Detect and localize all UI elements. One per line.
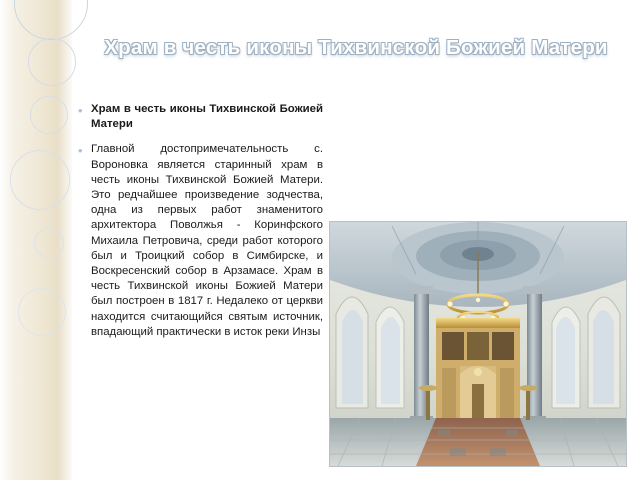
church-interior-photo [330, 222, 626, 466]
slide-title: Храм в честь иконы Тихвинской Божией Матери [104, 36, 608, 59]
slide-body-text [78, 102, 323, 350]
decorative-circle-icon [30, 96, 68, 134]
list-item-label: Храм в честь иконы Тихвинской Божией Матери [91, 103, 323, 131]
decorative-circle-icon [10, 150, 70, 210]
bullet-marker-icon: • [78, 103, 83, 118]
list-item-label: Главной достопримечательность с. Вороновка является старинный храм в честь иконы Тихвинской Божией Матери. Это редчайшее произведение зодчества, одна из первых работ знаменитого архитектора Поволжья - Коринфского Михаила Петровича, среди работ которого был и Троицкий собор в Симбирске, и Воскресенский собор в Арзамасе. Храм в честь Тихвинской иконы Божией Матери был построен в 1817 г. Недалеко от церкви находится считающийся святым источник, впадающий практически в исток реки Инзы [91, 143, 323, 338]
decorative-circle-icon [34, 228, 64, 258]
list-item [78, 102, 323, 132]
decorative-circle-icon [28, 38, 76, 86]
bullet-marker-icon: • [78, 143, 83, 159]
list-item [78, 142, 323, 340]
decorative-circle-icon [18, 288, 66, 336]
